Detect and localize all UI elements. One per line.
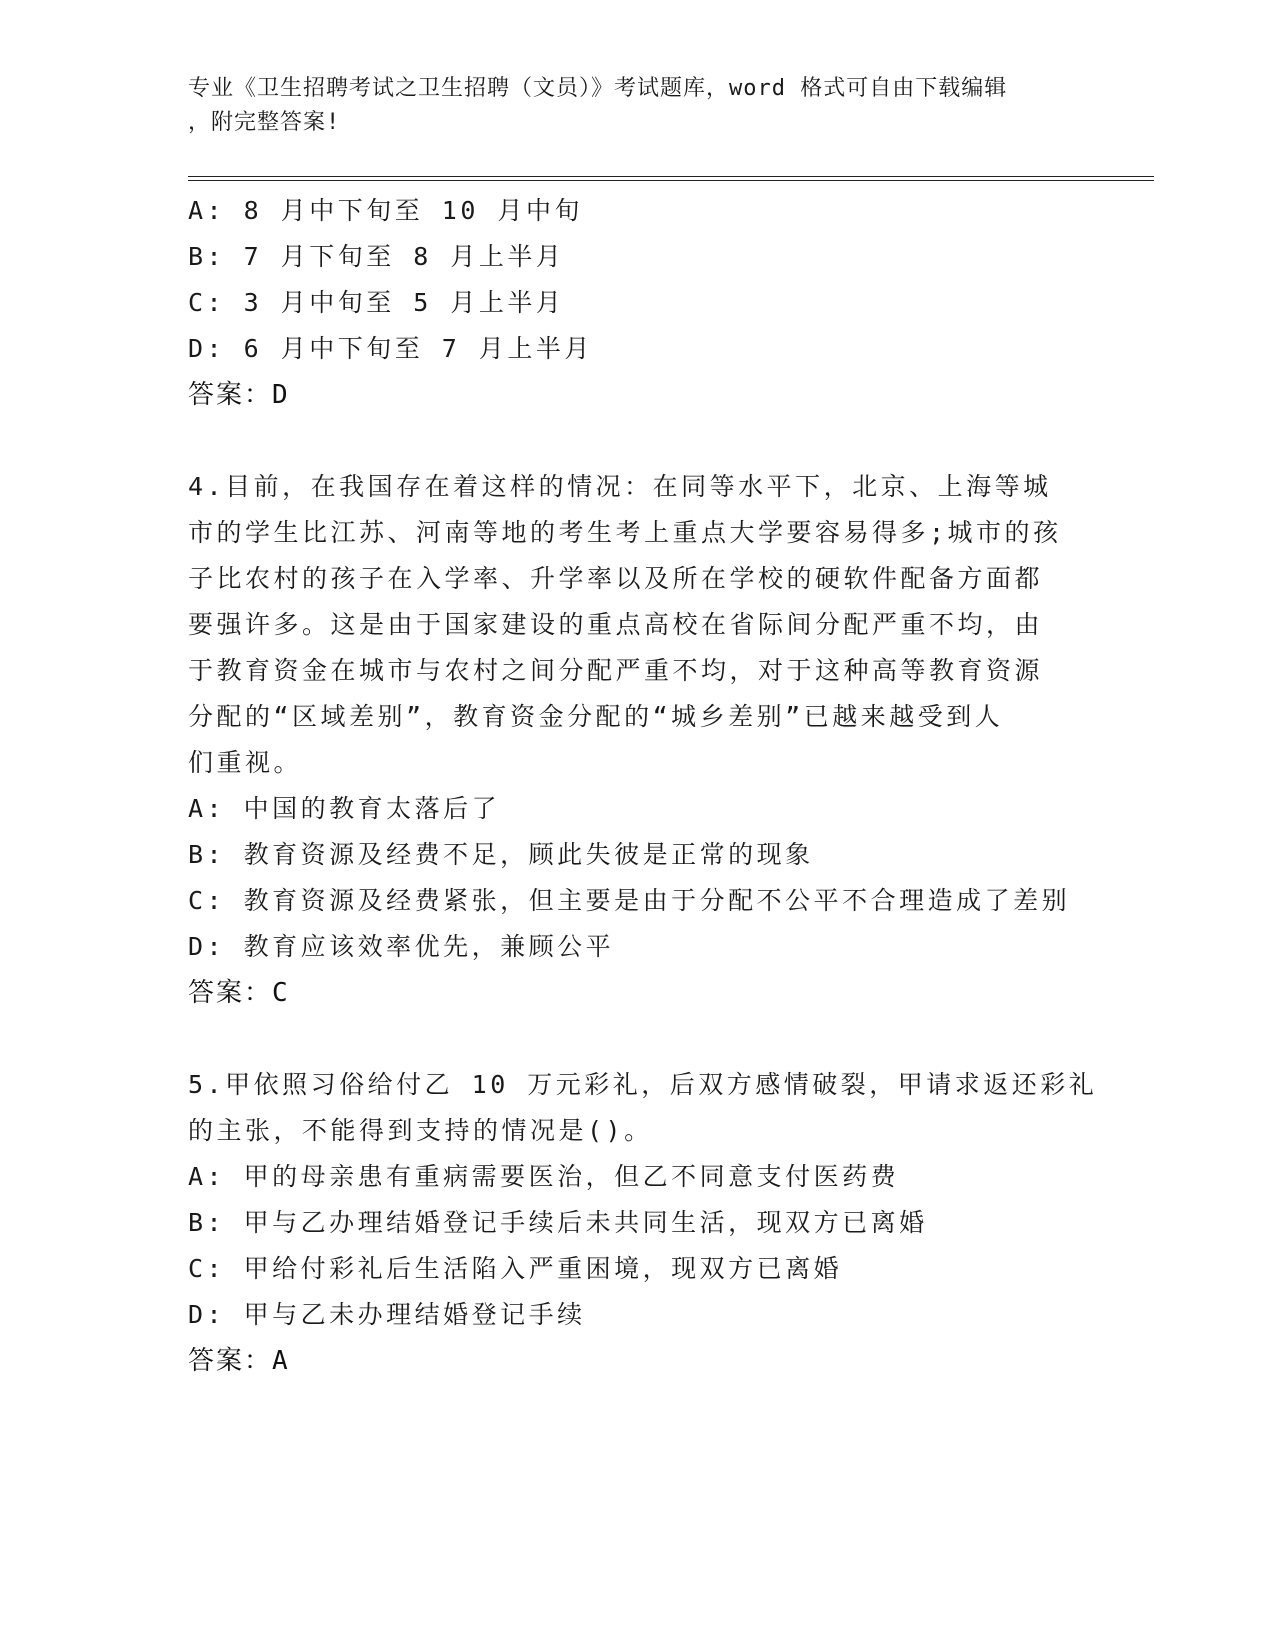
q4-stem-line: 分配的“区域差别”，教育资金分配的“城乡差别”已越来越受到人 [188, 702, 1004, 731]
question-3-block [188, 188, 1088, 418]
q5-answer [188, 1338, 1088, 1384]
q4-option-a: A: 中国的教育太落后了 [188, 794, 501, 823]
q5-option-d: D: 甲与乙未办理结婚登记手续 [188, 1300, 586, 1329]
q3-answer-label: 答案： [188, 380, 273, 410]
q5-option-a: A: 甲的母亲患有重病需要医治，但乙不同意支付医药费 [188, 1162, 900, 1191]
q5-option-b: B: 甲与乙办理结婚登记手续后未共同生活，现双方已离婚 [188, 1208, 928, 1237]
q4-stem-line: 子比农村的孩子在入学率、升学率以及所在学校的硬软件配备方面都 [188, 564, 1044, 593]
q4-answer [188, 970, 1088, 1016]
q5-stem-line: 5.甲依照习俗给付乙 10 万元彩礼，后双方感情破裂，甲请求返还彩礼 [188, 1070, 1098, 1099]
header-double-rule [188, 176, 1154, 181]
q4-stem-line: 于教育资金在城市与农村之间分配严重不均，对于这种高等教育资源 [188, 656, 1044, 685]
question-4-block [188, 464, 1088, 1016]
q3-option-d: D: 6 月中下旬至 7 月上半月 [188, 334, 593, 363]
question-5-block [188, 1062, 1098, 1384]
header-line-2: ，附完整答案! [188, 110, 341, 135]
q3-answer-value: D [272, 380, 290, 410]
q4-stem-line: 4.目前，在我国存在着这样的情况：在同等水平下，北京、上海等城 [188, 472, 1052, 501]
q3-option-c: C: 3 月中旬至 5 月上半月 [188, 288, 565, 317]
q4-stem-line: 要强许多。这是由于国家建设的重点高校在省际间分配严重不均，由 [188, 610, 1044, 639]
q4-option-d: D: 教育应该效率优先，兼顾公平 [188, 932, 615, 961]
q4-answer-label: 答案： [188, 978, 273, 1008]
page-header [188, 72, 1068, 140]
q4-option-c: C: 教育资源及经费紧张，但主要是由于分配不公平不合理造成了差别 [188, 886, 1071, 915]
q5-answer-label: 答案： [188, 1346, 273, 1376]
question-content [188, 188, 1098, 1384]
q4-stem-line: 们重视。 [188, 748, 303, 777]
spacer [188, 1016, 1088, 1062]
q4-option-b: B: 教育资源及经费不足，顾此失彼是正常的现象 [188, 840, 814, 869]
q3-option-a: A: 8 月中下旬至 10 月中旬 [188, 196, 583, 225]
header-line-1: 专业《卫生招聘考试之卫生招聘（文员）》考试题库，word 格式可自由下载编辑 [188, 76, 1008, 101]
q3-answer [188, 372, 1088, 418]
q5-option-c: C: 甲给付彩礼后生活陷入严重困境，现双方已离婚 [188, 1254, 843, 1283]
q4-stem-line: 市的学生比江苏、河南等地的考生考上重点大学要容易得多;城市的孩 [188, 518, 1062, 547]
q5-answer-value: A [272, 1346, 290, 1376]
spacer [188, 418, 1088, 464]
q5-stem-line: 的主张，不能得到支持的情况是()。 [188, 1116, 653, 1145]
q3-option-b: B: 7 月下旬至 8 月上半月 [188, 242, 565, 271]
q4-answer-value: C [272, 978, 290, 1008]
